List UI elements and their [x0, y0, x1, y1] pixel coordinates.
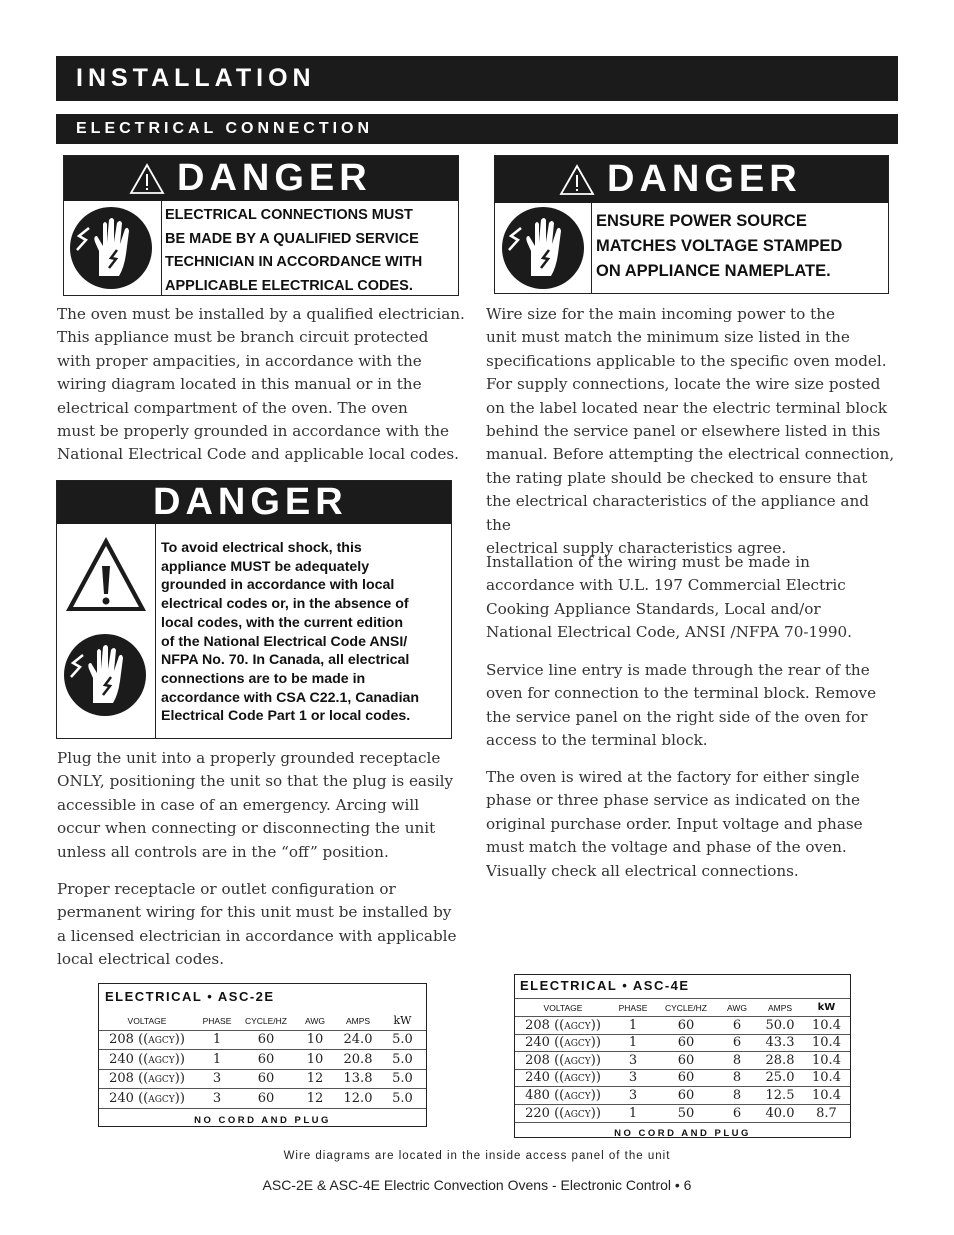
text-line: must match the voltage and phase of the oven. — [486, 838, 847, 857]
subsection-title: ELECTRICAL CONNECTION — [56, 114, 898, 144]
text-line: National Electrical Code, ANSI /NFPA 70-1990. — [486, 623, 852, 642]
text-line: behind the service panel or elsewhere listed in this — [486, 422, 881, 441]
cell-kw: 5.0 — [379, 1030, 426, 1050]
header-voltage: VOLTAGE — [127, 1015, 167, 1026]
cell-kw: 5.0 — [379, 1089, 426, 1109]
cell-voltage: 220 — [525, 1105, 550, 1121]
cell-phase: 1 — [611, 1104, 655, 1122]
cell-kw: 10.4 — [803, 1017, 850, 1035]
text-line: This appliance must be branch circuit protected — [57, 328, 429, 347]
cell-agency: (agcy) — [559, 1070, 596, 1086]
electrical-hazard-hand-icon — [63, 633, 147, 717]
spec-table-asc-4e — [514, 974, 851, 1138]
cell-cycle: 50 — [655, 1104, 717, 1122]
cell-amps: 28.8 — [757, 1052, 803, 1070]
text-line: must be properly grounded in accordance with the — [57, 422, 450, 441]
table-title: ELECTRICAL • ASC-4E — [520, 978, 690, 993]
header-kw: kW — [393, 1014, 412, 1028]
text-line: unless all controls are in the “off” position. — [57, 842, 389, 861]
cell-voltage: 240 — [525, 1070, 550, 1086]
header-kw: kW — [817, 1002, 836, 1013]
cell-phase: 1 — [195, 1030, 239, 1050]
cell-cycle: 60 — [655, 1017, 717, 1035]
text-line: unit must match the minimum size listed in the — [486, 328, 850, 347]
cell-cycle: 60 — [239, 1050, 293, 1070]
text-line: local electrical codes. — [57, 950, 225, 969]
cell-awg: 8 — [717, 1052, 757, 1070]
table-row: 208 ((agcy)) 1 60 10 24.0 5.0 — [99, 1030, 426, 1050]
cell-cycle: 60 — [239, 1089, 293, 1109]
cell-awg: 12 — [293, 1069, 337, 1089]
table-row: 208 ((agcy)) 3 60 12 13.8 5.0 — [99, 1069, 426, 1089]
table-row: 208 ((agcy)) 1 60 6 50.0 10.4 — [515, 1017, 850, 1035]
spec-table-asc-2e — [98, 983, 427, 1127]
cell-amps: 24.0 — [337, 1030, 379, 1050]
cell-agency: (agcy) — [559, 1087, 596, 1103]
cell-phase: 3 — [611, 1052, 655, 1070]
paragraph-receptacle — [57, 878, 472, 972]
text-line: accordance with U.L. 197 Commercial Electric — [486, 576, 846, 595]
text-line: Service line entry is made through the rear of the — [486, 661, 870, 679]
text-line: For supply connections, locate the wire size posted — [486, 375, 881, 394]
cell-amps: 43.3 — [757, 1034, 803, 1052]
cell-cycle: 60 — [239, 1069, 293, 1089]
danger-box-power-source — [494, 155, 889, 294]
warning-triangle-icon — [559, 164, 595, 196]
text-line: original purchase order. Input voltage and phase — [486, 814, 863, 833]
danger-text-line: of the National Electrical Code ANSI/ — [161, 633, 408, 650]
header-phase: PHASE — [202, 1015, 232, 1026]
text-line: the rating plate should be checked to ensure that — [486, 468, 868, 487]
cell-agency: (agcy) — [559, 1052, 596, 1068]
text-line: accessible in case of an emergency. Arcing will — [57, 795, 420, 814]
table-title: ELECTRICAL • ASC-2E — [105, 989, 275, 1004]
cell-amps: 40.0 — [757, 1104, 803, 1122]
danger-text-line: Electrical Code Part 1 or local codes. — [161, 708, 411, 725]
danger-text-line: electrical codes or, in the absence of — [161, 596, 409, 613]
table-row: 480 ((agcy)) 3 60 8 12.5 10.4 — [515, 1087, 850, 1105]
section-title: INSTALLATION — [56, 56, 898, 101]
cell-amps: 12.5 — [757, 1087, 803, 1105]
cell-awg: 6 — [717, 1034, 757, 1052]
header-awg: AWG — [727, 1002, 747, 1013]
danger-box-qualified-technician — [63, 155, 459, 296]
cell-cycle: 60 — [655, 1069, 717, 1087]
danger-word: DANGER — [177, 157, 372, 199]
cell-voltage: 208 — [109, 1032, 134, 1048]
header-awg: AWG — [305, 1015, 325, 1026]
paragraph-wire-size — [486, 303, 898, 560]
danger-text-line: ENSURE POWER SOURCE — [596, 212, 807, 230]
text-line: phase or three phase service as indicated on the — [486, 791, 861, 810]
cell-voltage: 208 — [525, 1052, 550, 1068]
danger-text-line: BE MADE BY A QUALIFIED SERVICE — [165, 230, 419, 247]
text-line: Proper receptacle or outlet configuration or — [57, 880, 396, 898]
cell-amps: 25.0 — [757, 1069, 803, 1087]
danger-text-line: connections are to be made in — [161, 670, 366, 687]
cell-phase: 3 — [195, 1089, 239, 1109]
text-line: oven for connection to the terminal block. Remove — [486, 684, 877, 703]
cell-agency: (agcy) — [143, 1091, 180, 1106]
text-line: Visually check all electrical connections. — [486, 861, 799, 880]
header-phase: PHASE — [618, 1002, 648, 1013]
electrical-hazard-hand-icon — [69, 206, 153, 290]
danger-text-line: NFPA No. 70. In Canada, all electrical — [161, 652, 410, 669]
text-line: The oven is wired at the factory for either single — [486, 768, 860, 786]
danger-word: DANGER — [607, 158, 802, 200]
cell-kw: 10.4 — [803, 1087, 850, 1105]
table-footer: NO CORD AND PLUG — [99, 1108, 426, 1133]
header-voltage: VOLTAGE — [543, 1002, 583, 1013]
danger-text-line: ELECTRICAL CONNECTIONS MUST — [165, 207, 413, 223]
header-cycle: CYCLE/HZ — [244, 1015, 288, 1026]
cell-awg: 6 — [717, 1104, 757, 1122]
cell-awg: 6 — [717, 1017, 757, 1035]
cell-voltage: 480 — [525, 1087, 550, 1103]
header-amps: AMPS — [345, 1015, 371, 1026]
header-amps: AMPS — [767, 1002, 793, 1013]
text-line: the electrical characteristics of the appliance and the — [486, 492, 869, 534]
cell-awg: 8 — [717, 1087, 757, 1105]
cell-phase: 1 — [611, 1017, 655, 1035]
cell-cycle: 60 — [655, 1034, 717, 1052]
danger-text-line: ON APPLIANCE NAMEPLATE. — [596, 262, 831, 280]
table-row: 240 ((agcy)) 1 60 10 20.8 5.0 — [99, 1050, 426, 1070]
cell-kw: 5.0 — [379, 1069, 426, 1089]
cell-voltage: 240 — [109, 1051, 134, 1067]
cell-kw: 10.4 — [803, 1069, 850, 1087]
paragraph-installer — [57, 303, 472, 467]
text-line: manual. Before attempting the electrical connection, — [486, 445, 895, 464]
cell-awg: 10 — [293, 1050, 337, 1070]
cell-voltage: 208 — [525, 1017, 550, 1033]
cell-voltage: 208 — [109, 1071, 134, 1087]
danger-word: DANGER — [153, 481, 348, 523]
paragraph-factory-wiring — [486, 766, 898, 883]
text-line: specifications applicable to the specific oven model. — [486, 351, 887, 370]
text-line: ONLY, positioning the unit so that the plug is easily — [57, 772, 454, 791]
paragraph-plug — [57, 747, 472, 864]
text-line: access to the terminal block. — [486, 731, 708, 750]
danger-text-line: local codes, with the current edition — [161, 614, 404, 631]
text-line: with proper ampacities, in accordance with the — [57, 351, 422, 370]
text-line: Installation of the wiring must be made in — [486, 553, 810, 571]
cell-kw: 10.4 — [803, 1052, 850, 1070]
cell-voltage: 240 — [109, 1091, 134, 1106]
text-line: wiring diagram located in this manual or in the — [57, 375, 422, 394]
cell-cycle: 60 — [655, 1087, 717, 1105]
cell-amps: 20.8 — [337, 1050, 379, 1070]
cell-amps: 12.0 — [337, 1089, 379, 1109]
text-line: National Electrical Code and applicable local codes. — [57, 445, 459, 464]
danger-text-line: To avoid electrical shock, this — [161, 540, 362, 556]
table-row: 220 ((agcy)) 1 50 6 40.0 8.7 — [515, 1104, 850, 1122]
text-line: Cooking Appliance Standards, Local and/or — [486, 599, 821, 618]
cell-phase: 3 — [611, 1069, 655, 1087]
text-line: the service panel on the right side of the oven for — [486, 707, 868, 726]
warning-triangle-icon — [129, 163, 165, 195]
cell-phase: 3 — [195, 1069, 239, 1089]
cell-kw: 10.4 — [803, 1034, 850, 1052]
cell-voltage: 240 — [525, 1035, 550, 1051]
text-line: on the label located near the electric terminal block — [486, 398, 888, 417]
table-row: 240 ((agcy)) 3 60 12 12.0 5.0 — [99, 1089, 426, 1109]
cell-agency: (agcy) — [143, 1071, 180, 1087]
table-footer: NO CORD AND PLUG — [515, 1122, 850, 1145]
cell-awg: 10 — [293, 1030, 337, 1050]
text-line: occur when connecting or disconnecting the unit — [57, 819, 436, 838]
cell-amps: 50.0 — [757, 1017, 803, 1035]
text-line: The oven must be installed by a qualified electrician. — [57, 305, 465, 323]
cell-phase: 1 — [611, 1034, 655, 1052]
electrical-hazard-hand-icon — [501, 206, 585, 290]
cell-phase: 1 — [195, 1050, 239, 1070]
text-line: permanent wiring for this unit must be installed by — [57, 903, 452, 922]
cell-agency: (agcy) — [559, 1105, 596, 1121]
paragraph-service-line — [486, 659, 898, 753]
cell-agency: (agcy) — [143, 1032, 180, 1048]
cell-agency: (agcy) — [559, 1017, 596, 1033]
cell-awg: 8 — [717, 1069, 757, 1087]
text-line: a licensed electrician in accordance with applicable — [57, 926, 457, 945]
cell-amps: 13.8 — [337, 1069, 379, 1089]
cell-awg: 12 — [293, 1089, 337, 1109]
danger-text-line: appliance MUST be adequately — [161, 558, 370, 575]
cell-kw: 8.7 — [803, 1104, 850, 1122]
text-line: Wire size for the main incoming power to the — [486, 305, 835, 323]
cell-kw: 5.0 — [379, 1050, 426, 1070]
text-line: electrical supply characteristics agree. — [486, 539, 787, 558]
text-line: electrical compartment of the oven. The oven — [57, 398, 408, 417]
warning-triangle-icon — [63, 534, 149, 614]
header-cycle: CYCLE/HZ — [664, 1002, 708, 1013]
cell-cycle: 60 — [655, 1052, 717, 1070]
danger-text-line: accordance with CSA C22.1, Canadian — [161, 689, 420, 706]
danger-text-line: MATCHES VOLTAGE STAMPED — [596, 237, 843, 255]
danger-box-grounding — [56, 480, 452, 739]
cell-cycle: 60 — [239, 1030, 293, 1050]
table-row: 240 ((agcy)) 3 60 8 25.0 10.4 — [515, 1069, 850, 1087]
danger-text-line: TECHNICIAN IN ACCORDANCE WITH — [165, 254, 423, 270]
danger-text-line: grounded in accordance with local — [161, 577, 395, 594]
wire-diagram-caption: Wire diagrams are located in the inside access panel of the unit — [283, 1150, 671, 1162]
table-row: 240 ((agcy)) 1 60 6 43.3 10.4 — [515, 1034, 850, 1052]
cell-agency: (agcy) — [559, 1035, 596, 1051]
cell-phase: 3 — [611, 1087, 655, 1105]
text-line: Plug the unit into a properly grounded receptacle — [57, 749, 441, 767]
cell-agency: (agcy) — [143, 1051, 180, 1067]
danger-text-line: APPLICABLE ELECTRICAL CODES. — [165, 277, 413, 294]
table-row: 208 ((agcy)) 3 60 8 28.8 10.4 — [515, 1052, 850, 1070]
paragraph-wiring-standards — [486, 551, 898, 645]
page-footer: ASC-2E & ASC-4E Electric Convection Ovens - Electronic Control • 6 — [262, 1177, 692, 1193]
